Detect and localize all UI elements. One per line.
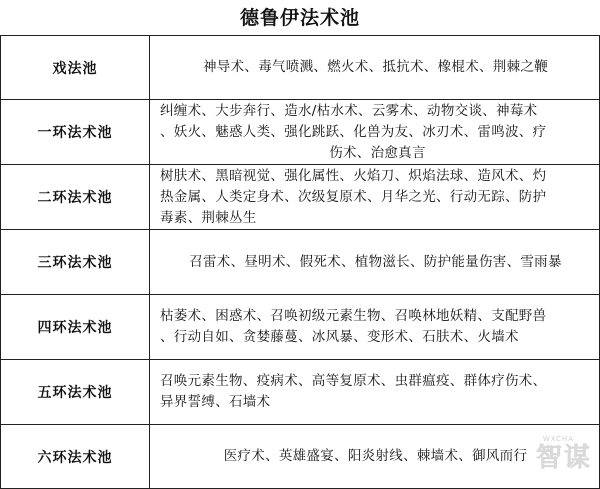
table-row [1, 165, 600, 230]
spell-line: 伤术、治愈真言 [329, 144, 426, 161]
table-row [1, 36, 600, 100]
spell-line: 树肤术、黑暗视觉、强化属性、火焰刀、炽焰法球、造风术、灼 [160, 167, 547, 184]
spell-pool-table [0, 35, 600, 489]
table-row [1, 230, 600, 295]
row-label: 五环法术池 [1, 360, 150, 425]
table-row [1, 295, 600, 360]
row-spells [150, 165, 600, 230]
spell-line: 、妖火、魅惑人类、强化跳跃、化兽为友、冰刃术、雷鸣波、疗 [160, 123, 547, 140]
spell-line: 纠缠术、大步奔行、造水/枯水术、云雾术、动物交谈、神莓术 [160, 102, 538, 119]
row-spells [150, 360, 600, 425]
spell-line: 异界誓缚、石墙术 [160, 394, 271, 410]
page-title: 德鲁伊法术池 [239, 7, 360, 29]
row-spells [150, 295, 600, 360]
row-spells [150, 36, 600, 100]
row-spells [150, 100, 600, 165]
watermark-subtext: WXCHA [542, 435, 574, 443]
row-label: 戏法池 [1, 36, 150, 100]
row-spells [150, 425, 600, 489]
spell-line: 枯萎术、困惑术、召唤初级元素生物、召唤林地妖精、支配野兽 [160, 308, 547, 324]
spell-line: 召唤元素生物、疫病术、高等复原术、虫群瘟疫、群体疗伤术、 [160, 373, 547, 389]
spell-line: 神导术、毒气喷溅、燃火术、抵抗术、橡棍术、荆棘之鞭 [203, 59, 548, 75]
watermark-text: 智谋 [535, 443, 592, 473]
spell-line: 医疗术、英雄盛宴、阳炎射线、棘墙术、御风而行 [223, 448, 528, 464]
table-row [1, 360, 600, 425]
row-label: 六环法术池 [1, 425, 150, 489]
table-row [1, 100, 600, 165]
table-row [1, 425, 600, 489]
spell-line: 、行动自如、贪婪藤蔓、冰风暴、变形术、石肤术、火墙术 [160, 329, 519, 345]
spell-line: 召雷术、昼明术、假死术、植物滋长、防护能量伤害、雪雨暴 [189, 253, 562, 270]
row-label: 二环法术池 [1, 165, 150, 230]
row-spells [150, 230, 600, 295]
watermark-logo [536, 437, 592, 474]
row-label: 三环法术池 [1, 230, 150, 295]
row-label: 四环法术池 [1, 295, 150, 360]
spell-line: 毒素、荆棘丛生 [160, 209, 257, 226]
spell-line: 热金属、人类定身术、次级复原术、月华之光、行动无踪、防护 [160, 188, 547, 205]
row-label: 一环法术池 [1, 100, 150, 165]
